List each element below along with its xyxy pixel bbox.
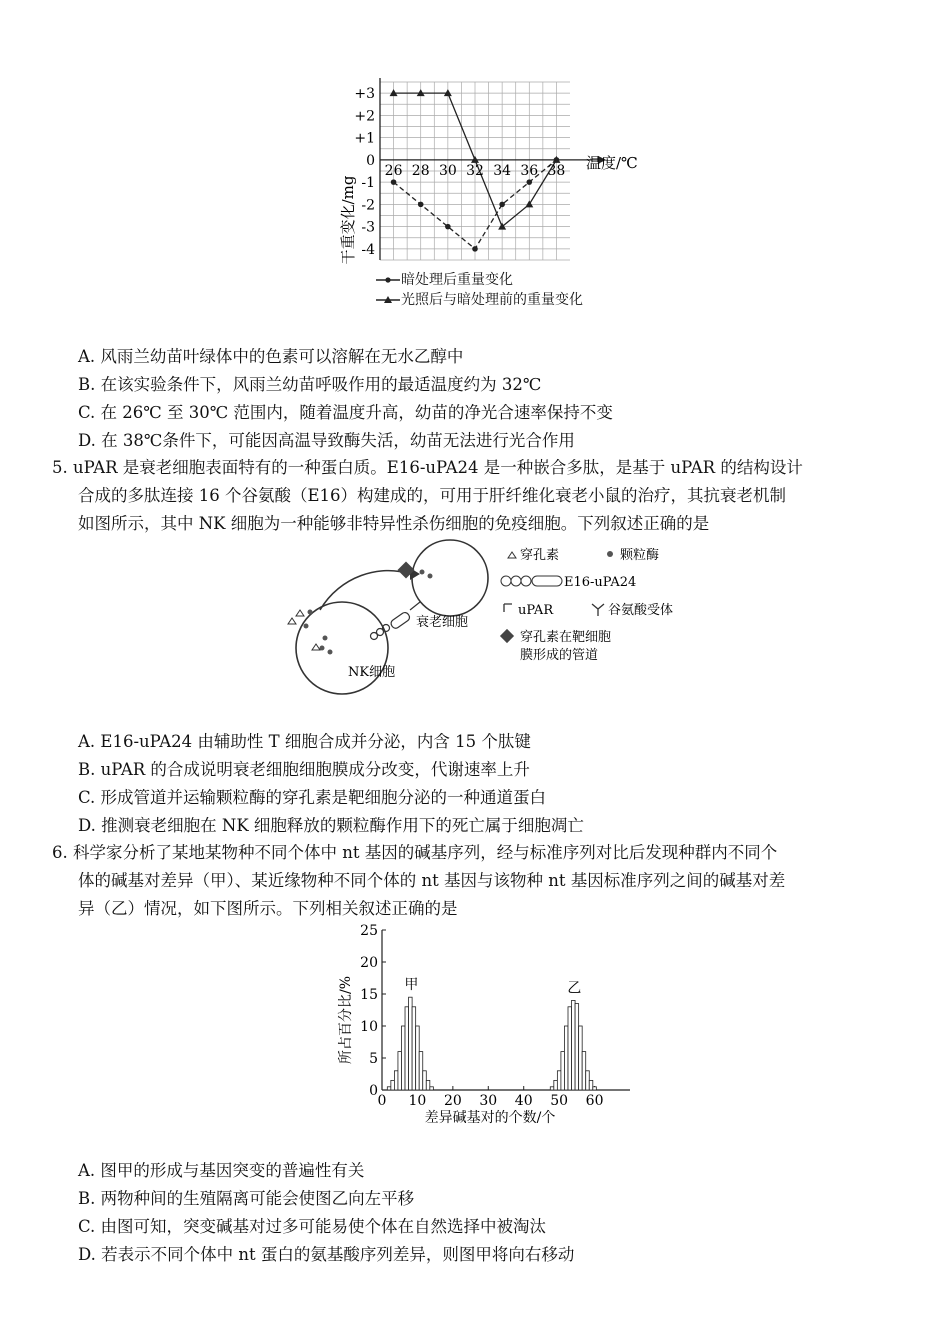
- y-tick-label: 25: [360, 923, 378, 939]
- q4-option-b: B. 在该实验条件下，风雨兰幼苗呼吸作用的最适温度约为 32℃: [78, 375, 542, 394]
- x-tick-label: 30: [438, 162, 457, 179]
- upar-legend-icon: [504, 604, 512, 612]
- q5-stem-line-2: 合成的多肽连接 16 个谷氨酸（E16）构建成的，可用于肝纤维化衰老小鼠的治疗，其抗衰老机制: [78, 486, 787, 505]
- senescent-cell-label: 衰老细胞: [416, 615, 469, 630]
- bar-yi: [593, 1087, 597, 1090]
- bar-yi: [579, 1026, 583, 1090]
- bar-yi: [575, 1004, 579, 1090]
- bar-jia: [398, 1052, 402, 1090]
- y-tick-label: 5: [369, 1051, 378, 1067]
- chart2-ylabel: 所占百分比/%: [338, 975, 354, 1065]
- legend-granzyme: 颗粒酶: [620, 548, 660, 563]
- granzyme-legend-icon: [607, 551, 613, 557]
- channel-legend-icon: [500, 629, 514, 643]
- bar-jia: [401, 1026, 405, 1090]
- data-point-dark: [526, 179, 532, 185]
- q6-stem-line-1: 6. 科学家分析了某地某物种不同个体中 nt 基因的碱基序列，经与标准序列对比后发现种群内不同个: [52, 843, 778, 862]
- peptide-legend-icon: [501, 576, 562, 586]
- series-label-yi: 乙: [567, 980, 582, 997]
- q4-option-d: D. 在 38℃条件下，可能因高温导致酶失活，幼苗无法进行光合作用: [78, 431, 575, 450]
- q6-option-c: C. 由图可知，突变碱基对过多可能易使个体在自然选择中被淘汰: [78, 1217, 547, 1236]
- y-tick-label: 10: [360, 1019, 378, 1035]
- x-tick-label: 36: [520, 162, 539, 179]
- legend-entry-dark: 暗处理后重量变化: [375, 270, 583, 290]
- legend-entry-light: 光照后与暗处理前的重量变化: [375, 290, 583, 310]
- y-tick-label: +1: [354, 130, 375, 147]
- legend-channel-2: 膜形成的管道: [520, 648, 599, 663]
- bar-jia: [409, 997, 413, 1090]
- bar-yi: [586, 1071, 590, 1090]
- release-arrow: [320, 571, 410, 610]
- y-tick-label: 15: [360, 987, 378, 1003]
- x-tick-label: 30: [479, 1093, 498, 1109]
- chart1-ylabel: 干重变化/mg: [339, 175, 357, 265]
- x-tick-label: 34: [493, 162, 512, 179]
- chart1-xlabel: 温度/℃: [586, 154, 638, 172]
- bar-jia: [394, 1071, 398, 1090]
- nk-cell: [296, 602, 388, 694]
- x-tick-label: 10: [408, 1093, 427, 1109]
- internal-granzyme-icon: [420, 570, 433, 579]
- legend-channel-1: 穿孔素在靶细胞: [520, 630, 612, 645]
- series-label-jia: 甲: [404, 977, 419, 994]
- q6-stem-line-2: 体的碱基对差异（甲）、某近缘物种不同个体的 nt 基因与该物种 nt 基因标准序列之间的碱基对差: [78, 871, 786, 890]
- y-tick-label: +2: [354, 108, 375, 125]
- x-tick-label: 20: [443, 1093, 462, 1109]
- bar-yi: [554, 1080, 558, 1090]
- x-tick-label: 26: [384, 162, 403, 179]
- chart1-legend: [375, 270, 583, 310]
- y-tick-label: 20: [360, 955, 378, 971]
- bar-yi: [550, 1087, 554, 1090]
- bar-yi: [572, 1000, 576, 1090]
- nk-cell-label: NK细胞: [348, 665, 396, 680]
- q5-option-c: C. 形成管道并运输颗粒酶的穿孔素是靶细胞分泌的一种通道蛋白: [78, 788, 547, 807]
- q6-option-b: B. 两物种间的生殖隔离可能会使图乙向左平移: [78, 1189, 415, 1208]
- x-tick-label: 60: [585, 1093, 604, 1109]
- q4-option-a: A. 风雨兰幼苗叶绿体中的色素可以溶解在无水乙醇中: [78, 347, 464, 366]
- y-tick-label: 0: [369, 1083, 378, 1099]
- perforin-legend-icon: [508, 552, 516, 558]
- bar-jia: [391, 1080, 395, 1090]
- bar-yi: [557, 1071, 561, 1090]
- data-point-light: [525, 200, 533, 207]
- receptor-legend-icon: [592, 604, 604, 616]
- bar-yi: [582, 1052, 586, 1090]
- q5-stem-line-3: 如图所示，其中 NK 细胞为一种能够非特异性杀伤细胞的免疫细胞。下列叙述正确的是: [78, 514, 710, 533]
- data-point-dark: [391, 179, 397, 185]
- x-tick-label: 28: [411, 162, 430, 179]
- q6-option-d: D. 若表示不同个体中 nt 蛋白的氨基酸序列差异，则图甲将向右移动: [78, 1245, 575, 1264]
- bar-jia: [419, 1052, 423, 1090]
- q5-option-b: B. uPAR 的合成说明衰老细胞细胞膜成分改变，代谢速率上升: [78, 760, 530, 779]
- bar-yi: [568, 1007, 572, 1090]
- bar-jia: [405, 1007, 409, 1090]
- chart2-bars: [387, 997, 596, 1090]
- data-point-dark: [445, 224, 451, 230]
- peptide-chain-icon: [371, 602, 421, 640]
- q6-stem-line-3: 异（乙）情况，如下图所示。下列相关叙述正确的是: [78, 899, 458, 918]
- granzyme-icon: [320, 636, 333, 655]
- x-tick-label: 40: [514, 1093, 533, 1109]
- x-tick-label: 0: [377, 1093, 387, 1109]
- y-tick-label: 0: [366, 152, 375, 169]
- data-point-dark: [472, 246, 478, 252]
- bar-jia: [412, 1007, 416, 1090]
- y-tick-label: -3: [361, 219, 375, 236]
- data-point-dark: [499, 202, 505, 208]
- bar-jia: [430, 1087, 434, 1090]
- legend-receptor: 谷氨酸受体: [608, 603, 674, 618]
- base-difference-histogram: [330, 920, 650, 1130]
- bar-yi: [564, 1026, 568, 1090]
- x-tick-label: 38: [547, 162, 566, 179]
- released-granzyme-icon: [304, 610, 313, 629]
- legend-peptide: E16-uPA24: [564, 575, 637, 590]
- senescent-cell: [412, 540, 488, 616]
- q5-stem-line-1: 5. uPAR 是衰老细胞表面特有的一种蛋白质。E16-uPA24 是一种嵌合多肽，是基于 uPAR 的结构设计: [52, 458, 803, 477]
- bar-jia: [423, 1071, 427, 1090]
- bar-yi: [589, 1080, 593, 1090]
- x-tick-label: 32: [466, 162, 484, 179]
- chart1-tick-labels: [354, 86, 565, 258]
- nk-cell-mechanism-figure: [280, 538, 710, 698]
- legend-perforin: 穿孔素: [520, 548, 560, 563]
- bar-jia: [426, 1080, 430, 1090]
- figure-legend: [500, 547, 673, 663]
- chart2-xlabel: 差异碱基对的个数/个: [424, 1110, 556, 1126]
- triangle-line-icon: [375, 294, 401, 306]
- y-tick-label: -2: [361, 197, 375, 214]
- q5-option-a: A. E16-uPA24 由辅助性 T 细胞合成并分泌，内含 15 个肽键: [78, 732, 531, 751]
- x-tick-label: 50: [550, 1093, 569, 1109]
- legend-upar: uPAR: [518, 603, 554, 618]
- bar-jia: [387, 1087, 391, 1090]
- data-point-dark: [418, 202, 424, 208]
- circle-line-icon: [375, 274, 401, 286]
- bar-yi: [561, 1052, 565, 1090]
- perforin-icon: [288, 610, 320, 650]
- bar-jia: [416, 1026, 420, 1090]
- y-tick-label: +3: [354, 86, 375, 103]
- q6-option-a: A. 图甲的形成与基因突变的普遍性有关: [78, 1161, 365, 1180]
- q5-option-d: D. 推测衰老细胞在 NK 细胞释放的颗粒酶作用下的死亡属于细胞凋亡: [78, 816, 584, 835]
- q4-option-c: C. 在 26℃ 至 30℃ 范围内，随着温度升高，幼苗的净光合速率保持不变: [78, 403, 613, 422]
- y-tick-label: -4: [361, 241, 375, 258]
- y-tick-label: -1: [361, 175, 375, 192]
